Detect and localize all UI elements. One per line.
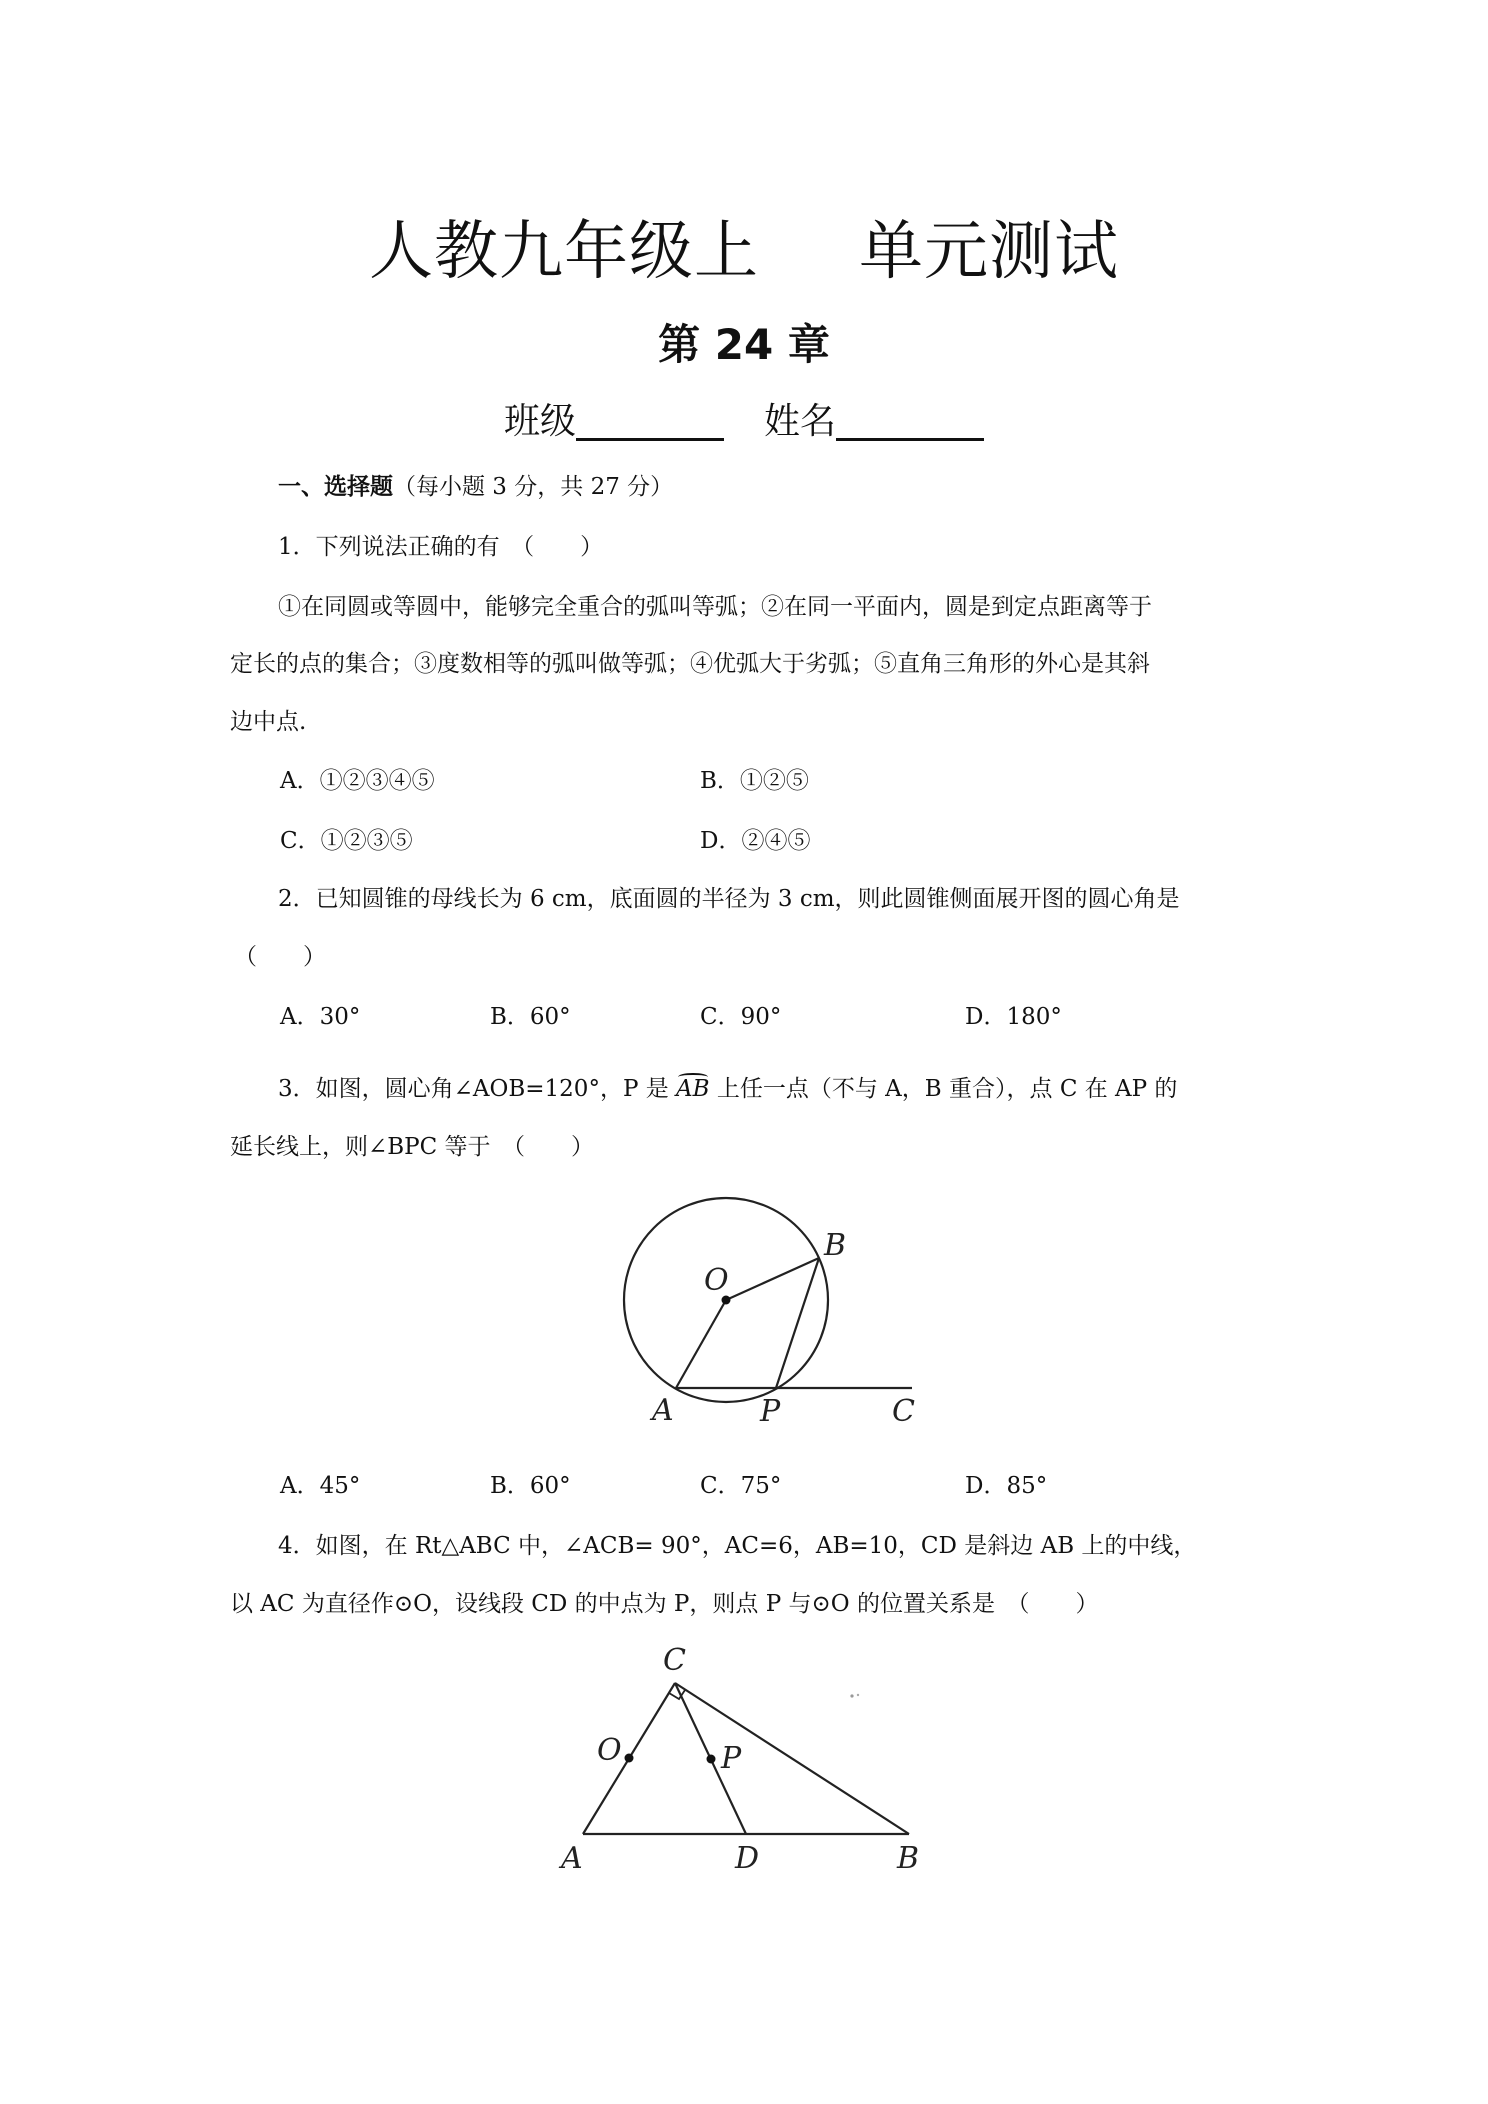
q3-line2: 延长线上，则∠BPC 等于 （ ） [230,1134,595,1160]
q3-figure [600,1185,940,1435]
q4-dot-o [625,1754,634,1763]
q2-line1: 2．已知圆锥的母线长为 6 cm，底面圆的半径为 3 cm，则此圆锥侧面展开图的圆心角是 [278,886,1180,912]
q4-label-a: A [561,1841,583,1876]
q3-segment-pb [776,1258,819,1388]
q4-label-o: O [597,1733,622,1768]
q4-label-p: P [721,1741,742,1776]
q2-option-a: A．30° [280,1004,361,1030]
q3-label-p: P [760,1394,781,1429]
q3-label-o: O [704,1263,729,1298]
q3-label-a: A [652,1393,674,1428]
q1-option-b: B．①②⑤ [700,768,809,794]
title-part2: 单元测试 [859,215,1119,289]
q3-arc-label: AB [676,1076,710,1102]
section-heading [278,468,673,501]
q3-line1-part-a: 3．如图，圆心角∠AOB=120°，P 是 [278,1076,677,1102]
q2-line2: （ ） [234,944,326,970]
q1-option-a: A．①②③④⑤ [280,768,435,794]
q4-line2: 以 AC 为直径作⊙O，设线段 CD 的中点为 P，则点 P 与⊙O 的位置关系是 （ ） [230,1591,1099,1617]
arc-mark-icon [678,1073,708,1081]
q4-label-c: C [663,1643,686,1678]
q3-line1 [278,1070,1177,1103]
q4-dot-p [707,1755,716,1764]
q2-option-d: D．180° [965,1004,1062,1030]
class-label: 班级 [503,401,576,442]
q3-option-c: C．75° [700,1473,782,1499]
q4-label-d: D [735,1841,760,1876]
q1-line2: 定长的点的集合；③度数相等的弧叫做等弧；④优弧大于劣弧；⑤直角三角形的外心是其斜 [230,651,1150,677]
q4-figure [545,1640,945,1880]
section-note: （每小题 3 分，共 27 分） [393,474,674,500]
q3-arc-ab [676,1076,710,1102]
name-blank [836,400,984,441]
q1-line1: ①在同圆或等圆中，能够完全重合的弧叫等弧；②在同一平面内，圆是到定点距离等于 [278,594,1152,620]
q3-label-c: C [892,1394,915,1429]
q1-option-d: D．②④⑤ [700,828,811,854]
section-title: 一、选择题 [278,473,393,500]
page-title [0,200,1488,292]
q1-stem: 1．下列说法正确的有 （ ） [278,534,604,560]
q3-option-d: D．85° [965,1473,1048,1499]
q3-option-b: B．60° [490,1473,571,1499]
title-part1: 人教九年级上 [369,215,759,289]
q2-option-b: B．60° [490,1004,571,1030]
q3-line1-part-b: 上任一点（不与 A，B 重合），点 C 在 AP 的 [709,1076,1178,1102]
q3-label-b: B [824,1228,847,1263]
q3-segment-oa [676,1300,726,1388]
q3-option-a: A．45° [280,1473,361,1499]
class-name-line [0,393,1488,444]
chapter-heading: 第 24 章 [658,320,830,369]
scan-speck [850,1694,853,1697]
q1-line3: 边中点. [230,709,307,735]
class-blank [576,400,724,441]
name-label: 姓名 [764,401,837,442]
q3-segment-ob [726,1258,819,1300]
scan-speck [857,1694,859,1696]
q1-option-c: C．①②③⑤ [280,828,413,854]
q4-line1: 4．如图，在 Rt△ABC 中，∠ACB= 90°，AC=6，AB=10，CD 是斜边 AB 上的中线， [278,1533,1197,1559]
q4-label-b: B [897,1841,920,1876]
q2-option-c: C．90° [700,1004,782,1030]
